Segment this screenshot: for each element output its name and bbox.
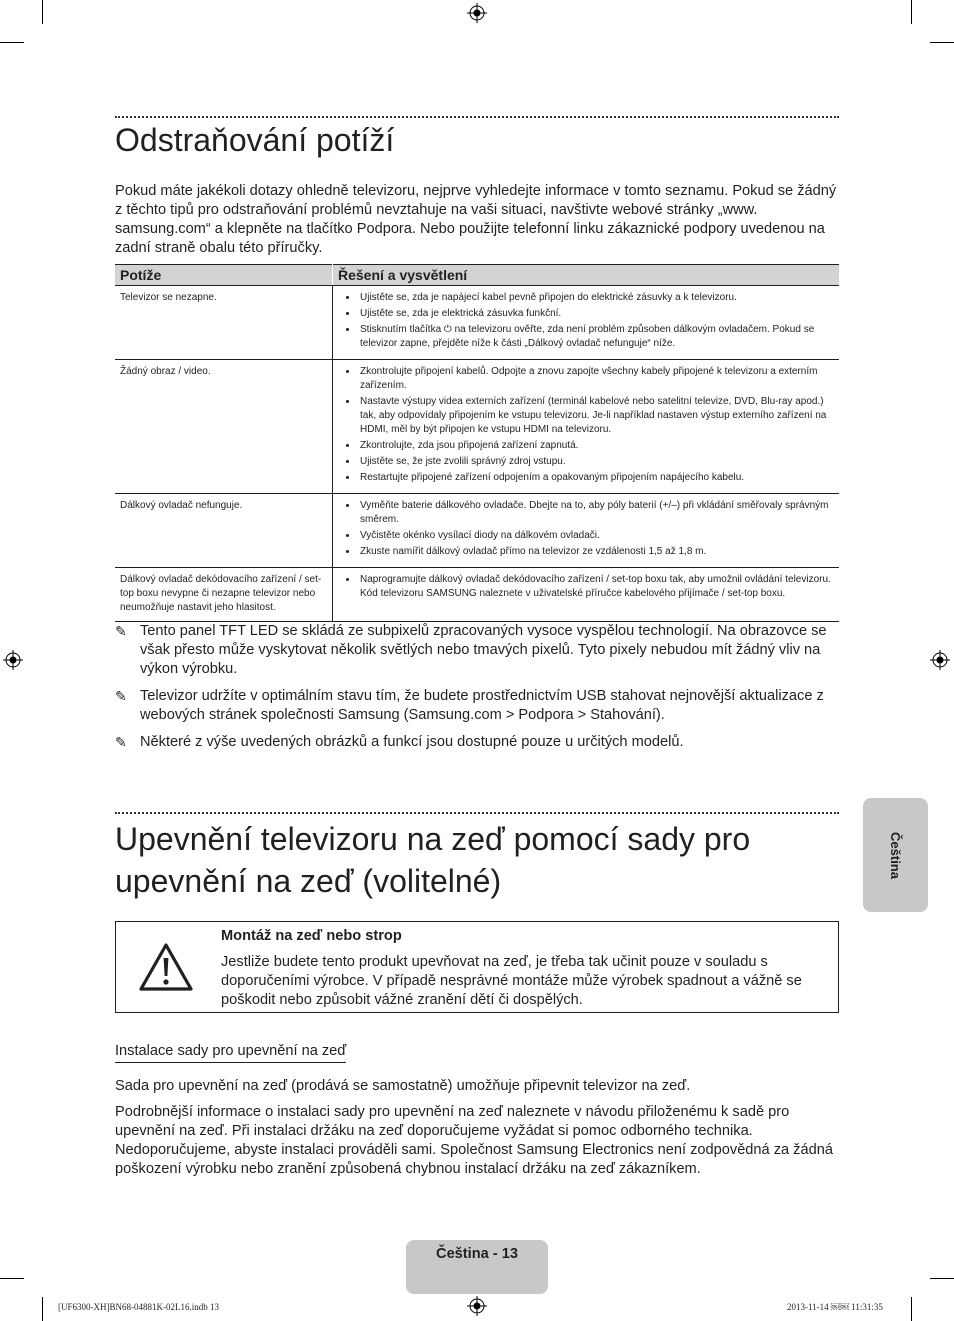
solution-cell xyxy=(333,494,840,568)
pencil-note-icon: ✎ xyxy=(115,734,127,750)
pencil-note-icon: ✎ xyxy=(115,623,127,639)
print-slug-left: [UF6300-XH]BN68-04881K-02L16.indb 13 xyxy=(58,1302,219,1312)
note-item xyxy=(115,687,839,725)
crop-mark xyxy=(930,42,954,43)
problem-cell: Dálkový ovladač nefunguje. xyxy=(115,494,333,568)
note-text: Tento panel TFT LED se skládá ze subpixelů zpracovaných vysoce vyspělou technologií. Na obrazovce se však přesto může vyskytovat několik světlých nebo tmavých pixelů. Tyto pixely nebudou mít žádný vliv na výkon výrobku. xyxy=(140,623,827,677)
list-item: • Restartujte připojené zařízení odpojením a opakovaným připojením napájecího kabelu. xyxy=(358,471,834,485)
print-slug-right: 2013-11-14 ￼￼ 11:31:35 xyxy=(787,1302,883,1312)
list-item: • Nastavte výstupy videa externích zařízení (terminál kabelové nebo satelitní televize, DVD, Blu-ray apod.) tak, aby odpovídaly připojením ke vstupu televizoru. Je-li například nastaven výstup externího zařízení na HDMI, měl by být připojen ke vstupu HDMI na televizoru. xyxy=(358,395,834,437)
crop-mark xyxy=(42,1297,43,1321)
notes-list xyxy=(115,622,839,760)
solution-cell xyxy=(333,568,840,622)
column-header-solution: Řešení a vysvětlení xyxy=(333,265,840,286)
crop-mark xyxy=(0,42,24,43)
note-item xyxy=(115,733,839,752)
crop-mark xyxy=(911,1297,912,1321)
list-item: • Stisknutím tlačítka ⏻ na televizoru ověřte, zda není problém způsoben dálkovým ovladačem. Pokud se televizor zapne, přejděte níže k části „Dálkový ovladač nefunguje“ níže. xyxy=(358,323,834,351)
warning-box xyxy=(115,921,839,1013)
paragraph: Sada pro upevnění na zeď (prodává se samostatně) umožňuje připevnit televizor na zeď. xyxy=(115,1078,691,1094)
subheading: Instalace sady pro upevnění na zeď xyxy=(115,1042,346,1063)
registration-mark-icon xyxy=(930,650,950,670)
pencil-note-icon: ✎ xyxy=(115,688,127,704)
table-row xyxy=(115,286,839,360)
crop-mark xyxy=(0,1278,24,1279)
section-divider xyxy=(115,812,839,814)
registration-mark-icon xyxy=(467,3,487,23)
troubleshooting-table xyxy=(115,264,839,622)
registration-mark-icon xyxy=(467,1296,487,1316)
note-text: Některé z výše uvedených obrázků a funkcí jsou dostupné pouze u určitých modelů. xyxy=(140,734,684,750)
list-item: • Zkuste namířit dálkový ovladač přímo na televizor ze vzdálenosti 1,5 až 1,8 m. xyxy=(358,545,834,559)
problem-cell: Televizor se nezapne. xyxy=(115,286,333,360)
section-title: Upevnění televizoru na zeď pomocí sady pro upevnění na zeď (volitelné) xyxy=(115,821,751,899)
page-number: Čeština - 13 xyxy=(436,1246,518,1262)
list-item: • Ujistěte se, zda je elektrická zásuvka funkční. xyxy=(358,307,834,321)
intro-paragraph: Pokud máte jakékoli dotazy ohledně televizoru, nejprve vyhledejte informace v tomto seznamu. Pokud se žádný z těchto tipů pro odstraňování problémů nevztahuje na vaši situaci, navštivte webové stránky „www. samsung.com“ a klepněte na tlačítko Podpora. Nebo použijte telefonní linku zákaznické podpory uvedenou na zadní straně obalu této příručky. xyxy=(115,183,837,256)
section-divider xyxy=(115,116,839,118)
note-text: Televizor udržíte v optimálním stavu tím, že budete prostřednictvím USB stahovat nejnovější aktualizace z webových stránek společnosti Samsung (Samsung.com > Podpora > Stahování). xyxy=(140,688,824,723)
problem-cell: Žádný obraz / video. xyxy=(115,360,333,494)
crop-mark xyxy=(42,0,43,24)
registration-mark-icon xyxy=(3,650,23,670)
page-number-tab xyxy=(406,1240,548,1294)
list-item: • Ujistěte se, že jste zvolili správný zdroj vstupu. xyxy=(358,455,834,469)
list-item: • Zkontrolujte, zda jsou připojená zařízení zapnutá. xyxy=(358,439,834,453)
page-title: Odstraňování potíží xyxy=(115,122,395,158)
list-item: • Ujistěte se, zda je napájecí kabel pevně připojen do elektrické zásuvky a k televizoru. xyxy=(358,291,834,305)
list-item: • Zkontrolujte připojení kabelů. Odpojte a znovu zapojte všechny kabely připojené k televizoru a externím zařízením. xyxy=(358,365,834,393)
list-item: • Naprogramujte dálkový ovladač dekódovacího zařízení / set-top boxu tak, aby umožnil ovládání televizoru. Kód televizoru SAMSUNG naleznete v uživatelské příručce kabelového přijímače / set-top boxu. xyxy=(358,573,834,601)
language-side-tab xyxy=(863,798,928,912)
list-item: • Vyčistěte okénko vysílací diody na dálkovém ovladači. xyxy=(358,529,834,543)
crop-mark xyxy=(911,0,912,24)
table-row xyxy=(115,360,839,494)
table-header-row xyxy=(115,265,839,286)
paragraph: Podrobnější informace o instalaci sady pro upevnění na zeď naleznete v návodu přiloženému k sadě pro upevnění na zeď. Při instalaci držáku na zeď doporučujeme vyžádat si pomoc odborného technika. Nedoporučujeme, abyste instalaci prováděli sami. Společnost Samsung Electronics není zodpovědná za žádná poškození výrobku nebo zranění způsobená chybnou instalací držáku na zeď zákazníkem. xyxy=(115,1104,833,1177)
crop-mark xyxy=(930,1278,954,1279)
problem-cell: Dálkový ovladač dekódovacího zařízení / set-top boxu nevypne či nezapne televizor nebo neumožňuje nastavit jeho hlasitost. xyxy=(115,568,333,622)
column-header-problem: Potíže xyxy=(115,265,333,286)
list-item: • Vyměňte baterie dálkového ovladače. Dbejte na to, aby póly baterií (+/–) při vkládání směřovaly správným směrem. xyxy=(358,499,834,527)
solution-cell xyxy=(333,286,840,360)
language-side-tab-label: Čeština xyxy=(888,831,903,879)
warning-content xyxy=(221,927,831,1010)
table-row xyxy=(115,568,839,622)
table-row xyxy=(115,494,839,568)
warning-triangle-icon xyxy=(138,942,194,992)
warning-text: Jestliže budete tento produkt upevňovat na zeď, je třeba tak učinit pouze v souladu s doporučeními výrobce. V případě nesprávné montáže může výrobek spadnout a vážně se poškodit nebo způsobit vážné zranění dětí či dospělých. xyxy=(221,954,802,1008)
warning-heading: Montáž na zeď nebo strop xyxy=(221,928,402,944)
solution-cell xyxy=(333,360,840,494)
note-item xyxy=(115,622,839,679)
